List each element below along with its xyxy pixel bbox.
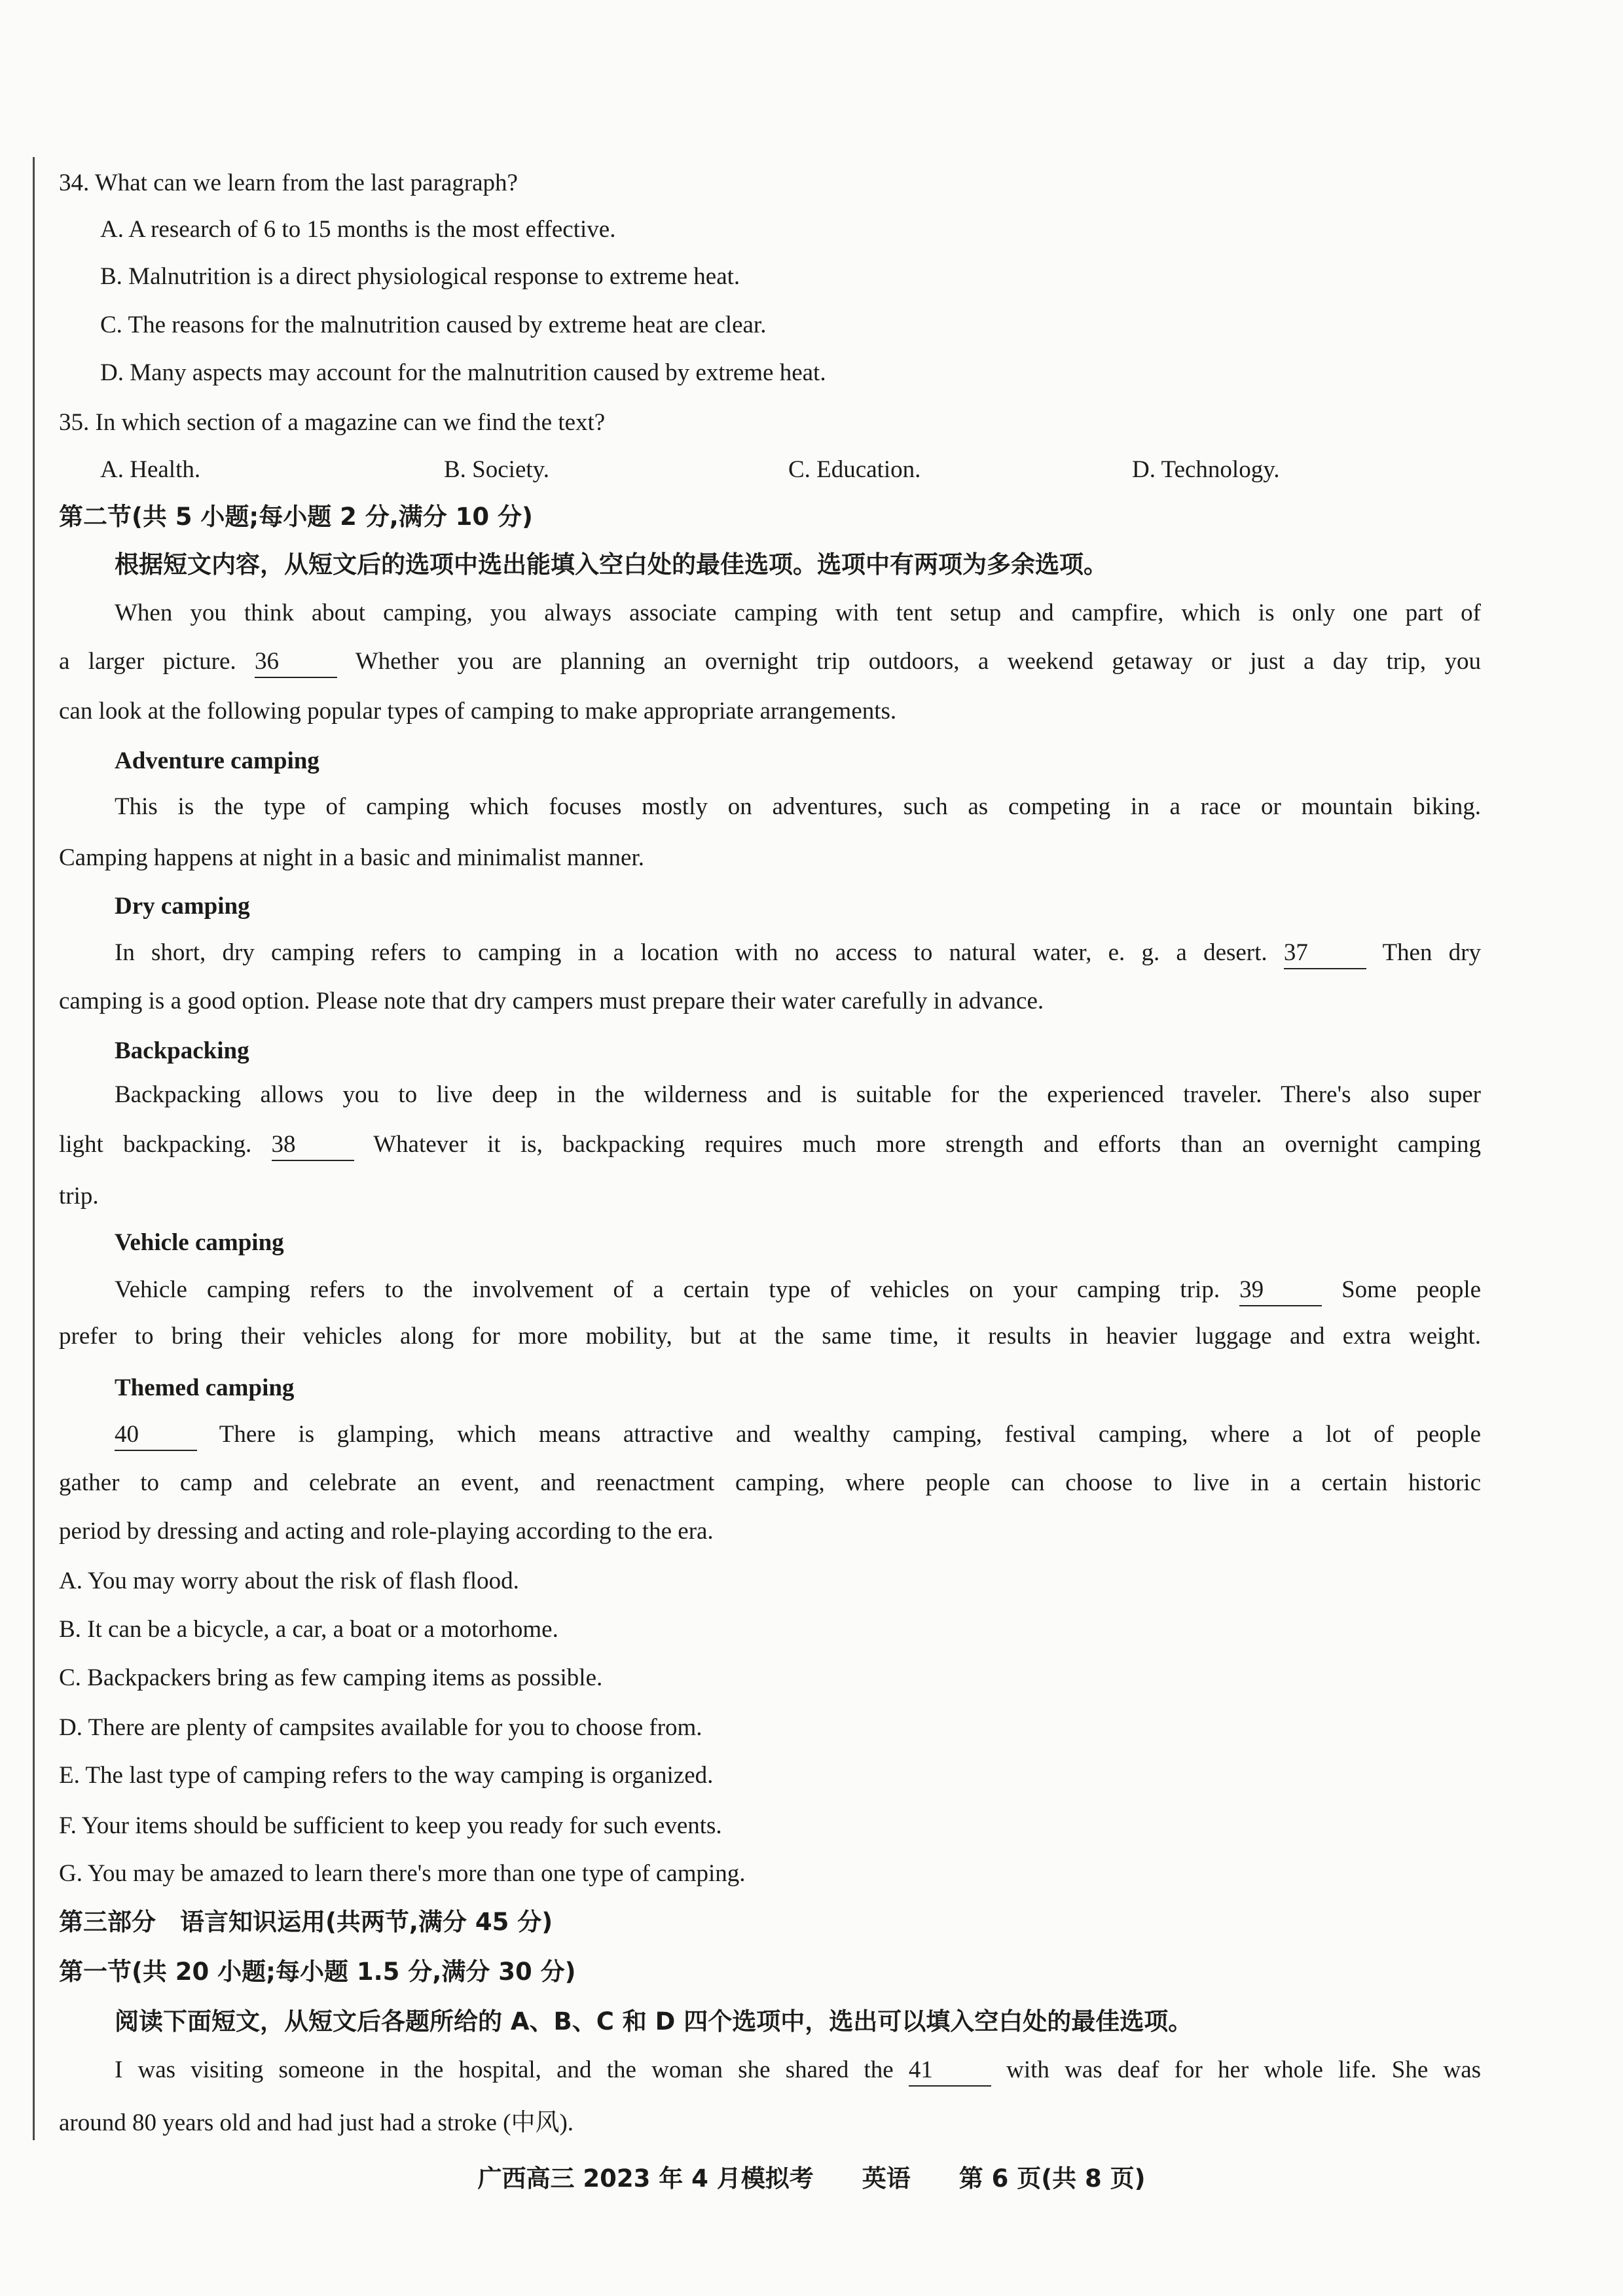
choice-g: G. You may be amazed to learn there's more than one type of camping. <box>59 1860 746 1887</box>
blank-36: 36 <box>255 647 337 678</box>
heading-backpacking: Backpacking <box>115 1037 249 1064</box>
backpacking-line-2-pre: light backpacking. <box>59 1131 252 1158</box>
backpacking-line-3: trip. <box>59 1183 99 1210</box>
heading-vehicle-camping: Vehicle camping <box>115 1229 284 1256</box>
q34-option-c: C. The reasons for the malnutrition caused by extreme heat are clear. <box>100 312 767 338</box>
dry-line-1 <box>115 929 1481 977</box>
part3-section1-header: 第一节(共 20 小题;每小题 1.5 分,满分 30 分) <box>59 1958 576 1986</box>
blank-38: 38 <box>272 1130 354 1161</box>
q35-options <box>0 446 1623 494</box>
adventure-line-2: Camping happens at night in a basic and minimalist manner. <box>59 844 644 871</box>
dry-line-1-pre: In short, dry camping refers to camping in a location with no access to natural water, e. g. a desert. <box>115 939 1267 966</box>
dry-line-2: camping is a good option. Please note that dry campers must prepare their water carefully in advance. <box>59 988 1044 1014</box>
section2-instruction: 根据短文内容，从短文后的选项中选出能填入空白处的最佳选项。选项中有两项为多余选项。 <box>115 550 1108 579</box>
choice-b: B. It can be a bicycle, a car, a boat or a motorhome. <box>59 1616 558 1643</box>
cloze-line-1-pre: I was visiting someone in the hospital, and the woman she shared the <box>115 2056 894 2083</box>
backpacking-line-2-post: Whatever it is, backpacking requires much more strength and efforts than an overnight camping <box>373 1131 1482 1158</box>
themed-line-2: gather to camp and celebrate an event, and reenactment camping, where people can choose to live in a certain historic <box>59 1469 1481 1496</box>
choice-d: D. There are plenty of campsites available for you to choose from. <box>59 1714 702 1741</box>
heading-dry-camping: Dry camping <box>115 893 250 920</box>
blank-37: 37 <box>1284 938 1366 969</box>
part3-header: 第三部分 语言知识运用(共两节,满分 45 分) <box>59 1908 553 1936</box>
intro-line-2 <box>59 637 1481 686</box>
vehicle-line-1-post: Some people <box>1341 1276 1482 1303</box>
q35-stem: 35. In which section of a magazine can we find the text? <box>59 409 606 436</box>
choice-e: E. The last type of camping refers to the way camping is organized. <box>59 1762 714 1789</box>
q35-option-d: D. Technology. <box>1132 456 1280 483</box>
q34-option-a: A. A research of 6 to 15 months is the most effective. <box>100 216 616 243</box>
cloze-line-1-post: with was deaf for her whole life. She was <box>1006 2056 1482 2083</box>
vehicle-line-2: prefer to bring their vehicles along for more mobility, but at the same time, it results in heavier luggage and extra weight. <box>59 1323 1481 1350</box>
blank-39: 39 <box>1239 1275 1322 1306</box>
intro-line-3: can look at the following popular types of camping to make appropriate arrangements. <box>59 698 897 725</box>
vehicle-line-1 <box>115 1266 1481 1314</box>
q35-option-b: B. Society. <box>444 456 550 483</box>
cloze-line-2: around 80 years old and had just had a stroke (中风). <box>59 2109 574 2136</box>
intro-line-1: When you think about camping, you always associate camping with tent setup and campfire, which is only one part of <box>115 600 1481 626</box>
q34-option-d: D. Many aspects may account for the malnutrition caused by extreme heat. <box>100 359 826 386</box>
cloze-line-1 <box>115 2046 1481 2094</box>
blank-41: 41 <box>909 2055 991 2087</box>
q34-option-b: B. Malnutrition is a direct physiological response to extreme heat. <box>100 263 740 290</box>
themed-line-1 <box>115 1410 1481 1459</box>
intro-line-2-pre: a larger picture. <box>59 648 236 675</box>
heading-themed-camping: Themed camping <box>115 1374 295 1401</box>
themed-line-1-post: There is glamping, which means attractive and wealthy camping, festival camping, where a lot of people <box>219 1421 1481 1448</box>
q35-option-c: C. Education. <box>788 456 921 483</box>
vehicle-line-1-pre: Vehicle camping refers to the involvement of a certain type of vehicles on your camping trip. <box>115 1276 1220 1303</box>
q35-option-a: A. Health. <box>100 456 201 483</box>
choice-a: A. You may worry about the risk of flash flood. <box>59 1568 519 1594</box>
backpacking-line-2 <box>59 1121 1481 1169</box>
intro-line-2-post: Whether you are planning an overnight trip outdoors, a weekend getaway or just a day trip, you <box>355 648 1481 675</box>
adventure-line-1: This is the type of camping which focuses mostly on adventures, such as competing in a race or mountain biking. <box>115 793 1481 820</box>
heading-adventure-camping: Adventure camping <box>115 747 319 774</box>
choice-c: C. Backpackers bring as few camping items as possible. <box>59 1664 603 1691</box>
dry-line-1-post: Then dry <box>1382 939 1481 966</box>
themed-line-3: period by dressing and acting and role-playing according to the era. <box>59 1518 714 1545</box>
choice-f: F. Your items should be sufficient to keep you ready for such events. <box>59 1812 722 1839</box>
section2-header: 第二节(共 5 小题;每小题 2 分,满分 10 分) <box>59 503 533 531</box>
backpacking-line-1: Backpacking allows you to live deep in the wilderness and is suitable for the experienced traveler. There's also super <box>115 1081 1481 1108</box>
q34-stem: 34. What can we learn from the last paragraph? <box>59 170 518 196</box>
page-footer: 广西高三 2023 年 4 月模拟考 英语 第 6 页(共 8 页) <box>477 2164 1146 2193</box>
blank-40: 40 <box>115 1420 197 1451</box>
part3-instruction: 阅读下面短文，从短文后各题所给的 A、B、C 和 D 四个选项中，选出可以填入空白处的最佳选项。 <box>115 2007 1193 2036</box>
